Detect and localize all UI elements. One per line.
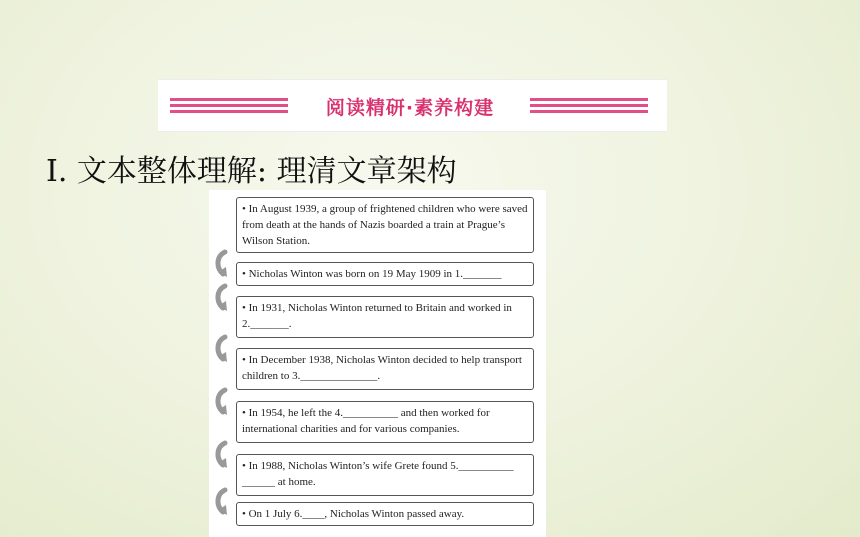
section-banner [158, 79, 667, 132]
flow-step-2: • Nicholas Winton was born on 19 May 1909 in 1._______ [236, 262, 534, 286]
flowchart-panel [209, 190, 546, 537]
flow-step-4: • In December 1938, Nicholas Winton decided to help transport children to 3.______________. [236, 348, 534, 390]
flow-step-7: • On 1 July 6.____, Nicholas Winton passed away. [236, 502, 534, 526]
decorative-stripes-left [170, 98, 288, 118]
flow-step-3: • In 1931, Nicholas Winton returned to Britain and worked in 2._______. [236, 296, 534, 338]
decorative-stripes-right [530, 98, 648, 118]
flow-step-5: • In 1954, he left the 4.__________ and then worked for international charities and for various companies. [236, 401, 534, 443]
curved-arrow-icon [213, 248, 233, 278]
banner-title: 阅读精研·素养构建 [325, 97, 495, 119]
curved-arrow-icon [213, 333, 233, 363]
flow-step-1: • In August 1939, a group of frightened children who were saved from death at the hands of Nazis boarded a train at Prague’s Wilson Station. [236, 197, 534, 253]
curved-arrow-icon [213, 486, 233, 516]
flow-step-6: • In 1988, Nicholas Winton’s wife Grete found 5.__________ ______ at home. [236, 454, 534, 496]
section-heading: Ⅰ. 文本整体理解: 理清文章架构 [46, 154, 457, 189]
curved-arrow-icon [213, 386, 233, 416]
curved-arrow-icon [213, 282, 233, 312]
curved-arrow-icon [213, 439, 233, 469]
